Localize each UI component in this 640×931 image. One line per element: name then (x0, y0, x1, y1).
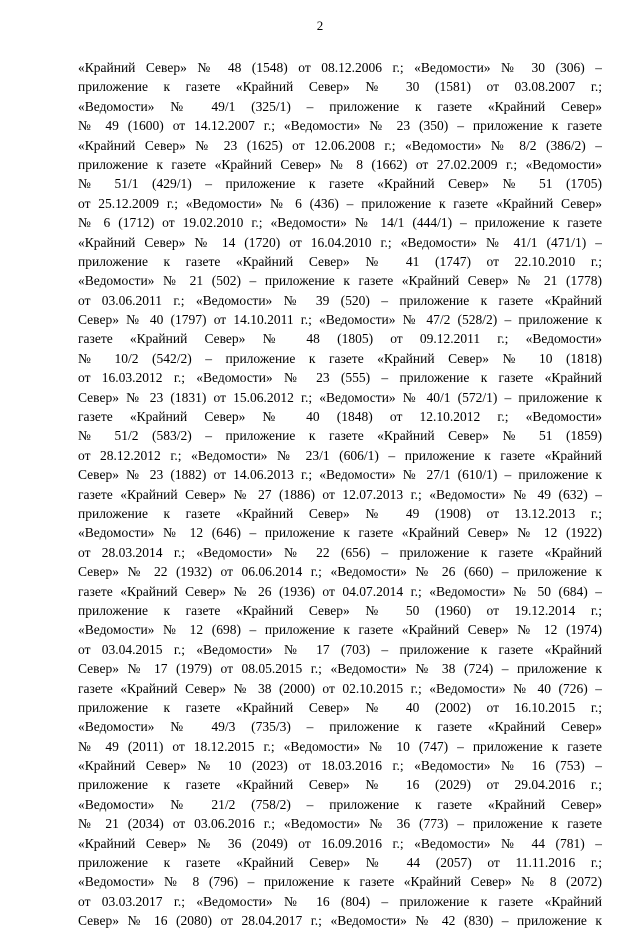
text-line: «Ведомости» № 49/3 (735/3) – приложение к газете «Крайний Север» (78, 719, 602, 735)
text-line: от 28.12.2012 г.; «Ведомости» № 23/1 (606/1) – приложение к газете «Крайний (78, 447, 602, 463)
text-line: Север» № 17 (1979) от 08.05.2015 г.; «Ведомости» № 38 (724) – приложение к (78, 661, 602, 677)
text-line: «Ведомости» № 21 (502) – приложение к газете «Крайний Север» № 21 (1778) (78, 273, 602, 289)
text-line: от 25.12.2009 г.; «Ведомости» № 6 (436) – приложение к газете «Крайний Север» (78, 195, 602, 211)
text-line: газете «Крайний Север» № 26 (1936) от 04.07.2014 г.; «Ведомости» № 50 (684) – (78, 583, 602, 599)
text-line: от 03.04.2015 г.; «Ведомости» № 17 (703) – приложение к газете «Крайний (78, 641, 602, 657)
text-line: № 49 (2011) от 18.12.2015 г.; «Ведомости» № 10 (747) – приложение к газете (78, 738, 602, 754)
body-paragraph (78, 58, 602, 931)
page-number: 2 (316, 18, 324, 33)
text-line: № 6 (1712) от 19.02.2010 г.; «Ведомости» № 14/1 (444/1) – приложение к газете (78, 215, 602, 231)
text-line: «Ведомости» № 12 (698) – приложение к газете «Крайний Север» № 12 (1974) (78, 622, 602, 638)
text-line: Север» № 22 (1932) от 06.06.2014 г.; «Ведомости» № 26 (660) – приложение к (78, 564, 602, 580)
text-line: Север» № 40 (1797) от 14.10.2011 г.; «Ведомости» № 47/2 (528/2) – приложение к (78, 312, 602, 328)
text-line: «Крайний Север» № 23 (1625) от 12.06.2008 г.; «Ведомости» № 8/2 (386/2) – (78, 137, 602, 153)
text-line: газете «Крайний Север» № 40 (1848) от 12.10.2012 г.; «Ведомости» (78, 409, 602, 425)
text-line: «Крайний Север» № 48 (1548) от 08.12.2006 г.; «Ведомости» № 30 (306) – (78, 60, 602, 75)
text-line: № 10/2 (542/2) – приложение к газете «Крайний Север» № 10 (1818) (78, 350, 602, 366)
text-line: от 16.03.2012 г.; «Ведомости» № 23 (555) – приложение к газете «Крайний (78, 370, 602, 386)
text-line: № 51/1 (429/1) – приложение к газете «Крайний Север» № 51 (1705) (78, 176, 602, 192)
text-line: № 21 (2034) от 03.06.2016 г.; «Ведомости» № 36 (773) – приложение к газете (78, 816, 602, 832)
text-line: Север» № 16 (2080) от 28.04.2017 г.; «Ведомости» № 42 (830) – приложение к (78, 913, 602, 929)
text-line: приложение к газете «Крайний Север» № 8 (1662) от 27.02.2009 г.; «Ведомости» (78, 156, 602, 172)
text-line: газете «Крайний Север» № 27 (1886) от 12.07.2013 г.; «Ведомости» № 49 (632) – (78, 486, 602, 502)
text-line: «Ведомости» № 49/1 (325/1) – приложение к газете «Крайний Север» (78, 98, 602, 114)
text-line: приложение к газете «Крайний Север» № 50 (1960) от 19.12.2014 г.; (78, 602, 602, 618)
text-line: от 03.06.2011 г.; «Ведомости» № 39 (520) – приложение к газете «Крайний (78, 292, 602, 308)
text-line: газете «Крайний Север» № 48 (1805) от 09.12.2011 г.; «Ведомости» (78, 331, 602, 347)
text-line: № 49 (1600) от 14.12.2007 г.; «Ведомости» № 23 (350) – приложение к газете (78, 118, 602, 134)
text-line: «Крайний Север» № 10 (2023) от 18.03.2016 г.; «Ведомости» № 16 (753) – (78, 758, 602, 774)
text-line: Север» № 23 (1882) от 14.06.2013 г.; «Ведомости» № 27/1 (610/1) – приложение к (78, 467, 602, 483)
text-line: «Ведомости» № 21/2 (758/2) – приложение к газете «Крайний Север» (78, 796, 602, 812)
text-line: Север» № 23 (1831) от 15.06.2012 г.; «Ведомости» № 40/1 (572/1) – приложение к (78, 389, 602, 405)
text-line: «Ведомости» № 12 (646) – приложение к газете «Крайний Север» № 12 (1922) (78, 525, 602, 541)
text-line: газете «Крайний Север» № 38 (2000) от 02.10.2015 г.; «Ведомости» № 40 (726) – (78, 680, 602, 696)
text-line: приложение к газете «Крайний Север» № 40 (2002) от 16.10.2015 г.; (78, 699, 602, 715)
text-line: от 03.03.2017 г.; «Ведомости» № 16 (804) – приложение к газете «Крайний (78, 893, 602, 909)
text-line: приложение к газете «Крайний Север» № 41 (1747) от 22.10.2010 г.; (78, 253, 602, 269)
text-line: приложение к газете «Крайний Север» № 30 (1581) от 03.08.2007 г.; (78, 79, 602, 95)
text-line: от 28.03.2014 г.; «Ведомости» № 22 (656) – приложение к газете «Крайний (78, 544, 602, 560)
text-line: приложение к газете «Крайний Север» № 16 (2029) от 29.04.2016 г.; (78, 777, 602, 793)
text-line: приложение к газете «Крайний Север» № 44 (2057) от 11.11.2016 г.; (78, 855, 602, 871)
text-line: «Крайний Север» № 14 (1720) от 16.04.2010 г.; «Ведомости» № 41/1 (471/1) – (78, 234, 602, 250)
text-line: «Крайний Север» № 36 (2049) от 16.09.2016 г.; «Ведомости» № 44 (781) – (78, 835, 602, 851)
text-line: «Ведомости» № 8 (796) – приложение к газете «Крайний Север» № 8 (2072) (78, 874, 602, 890)
text-line: № 51/2 (583/2) – приложение к газете «Крайний Север» № 51 (1859) (78, 428, 602, 444)
text-line: приложение к газете «Крайний Север» № 49 (1908) от 13.12.2013 г.; (78, 505, 602, 521)
